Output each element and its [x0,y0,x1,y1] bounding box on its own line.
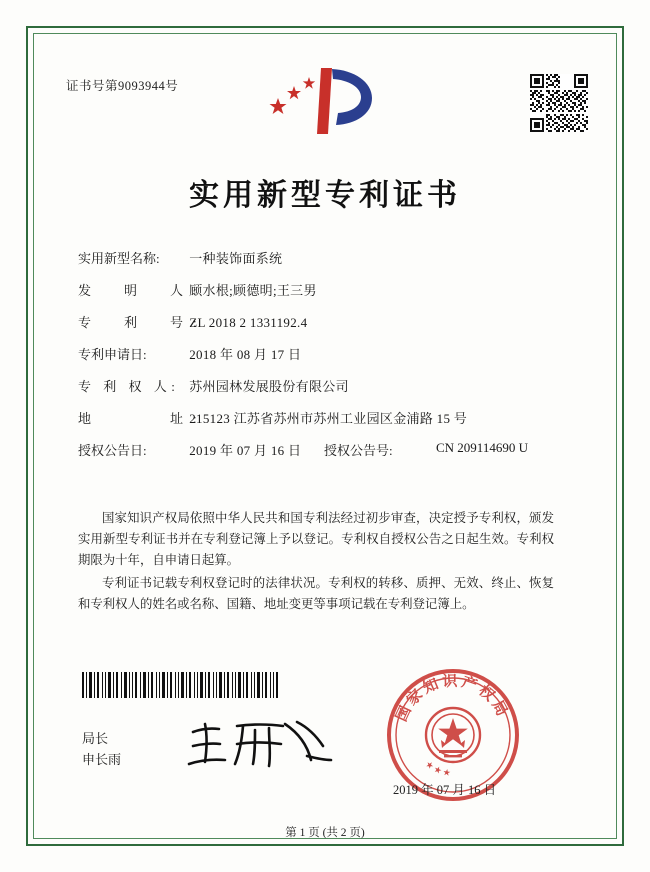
svg-text:国家知识产权局 [392,672,513,724]
field-label: 地 址: [78,411,207,426]
field-label: 实用新型名称: [78,251,160,266]
field-value: 苏州园林发展股份有限公司 [189,379,349,394]
page-title: 实用新型专利证书 [189,178,461,213]
field-value: 2018 年 08 月 17 日 [189,347,302,362]
field-label: 授权公告日: [78,443,147,458]
field-label: 专 利 号: [78,315,207,330]
qr-code-icon [530,74,588,132]
seal-date: 2019 年 07 月 16 日 [393,783,497,797]
field-value: 215123 江苏省苏州市苏州工业园区金浦路 15 号 [189,411,468,426]
director-label: 局长 [82,731,109,746]
director-name: 申长雨 [82,752,122,767]
page-number: 第 1 页 (共 2 页) [285,827,365,839]
field-value: 顾水根;顾德明;王三男 [189,283,317,298]
field-label: 专 利 权 人: [78,379,180,394]
field-label-secondary: 授权公告号: [324,443,393,458]
svg-text:★★★: ★★★ [422,759,454,780]
legal-paragraph: 专利证书记载专利权登记时的法律状况。专利权的转移、质押、无效、终止、恢复和专利权人的姓名或名称、国籍、地址变更等事项记载在专利登记簿上。 [78,576,554,611]
field-value: ZL 2018 2 1331192.4 [189,315,308,330]
field-row [78,312,578,344]
field-label: 专利申请日: [78,347,147,362]
field-value-secondary: CN 209114690 U [436,440,528,455]
legal-text [78,508,554,617]
legal-paragraph: 国家知识产权局依照中华人民共和国专利法经过初步审查，决定授予专利权，颁发实用新型专利证书并在专利登记簿上予以登记。专利权自授权公告之日起生效。专利权期限为十年，自申请日起算。 [78,511,554,567]
fields-list [78,248,578,472]
cnipa-logo-icon [268,64,376,136]
field-row [78,376,578,408]
field-row [78,280,578,312]
field-value: 一种装饰面系统 [189,251,283,266]
field-row [78,344,578,376]
barcode-icon [82,672,280,698]
field-value: 2019 年 07 月 16 日 [189,443,302,458]
seal-text-top: 国家知识产权局 [392,671,513,725]
certificate-number: 证书号第9093944号 [66,79,179,93]
field-row [78,440,578,472]
field-row [78,248,578,280]
handwritten-signature-icon [185,716,335,772]
signature-block [82,728,121,770]
field-label: 发 明 人: [78,283,207,298]
field-row [78,408,578,440]
